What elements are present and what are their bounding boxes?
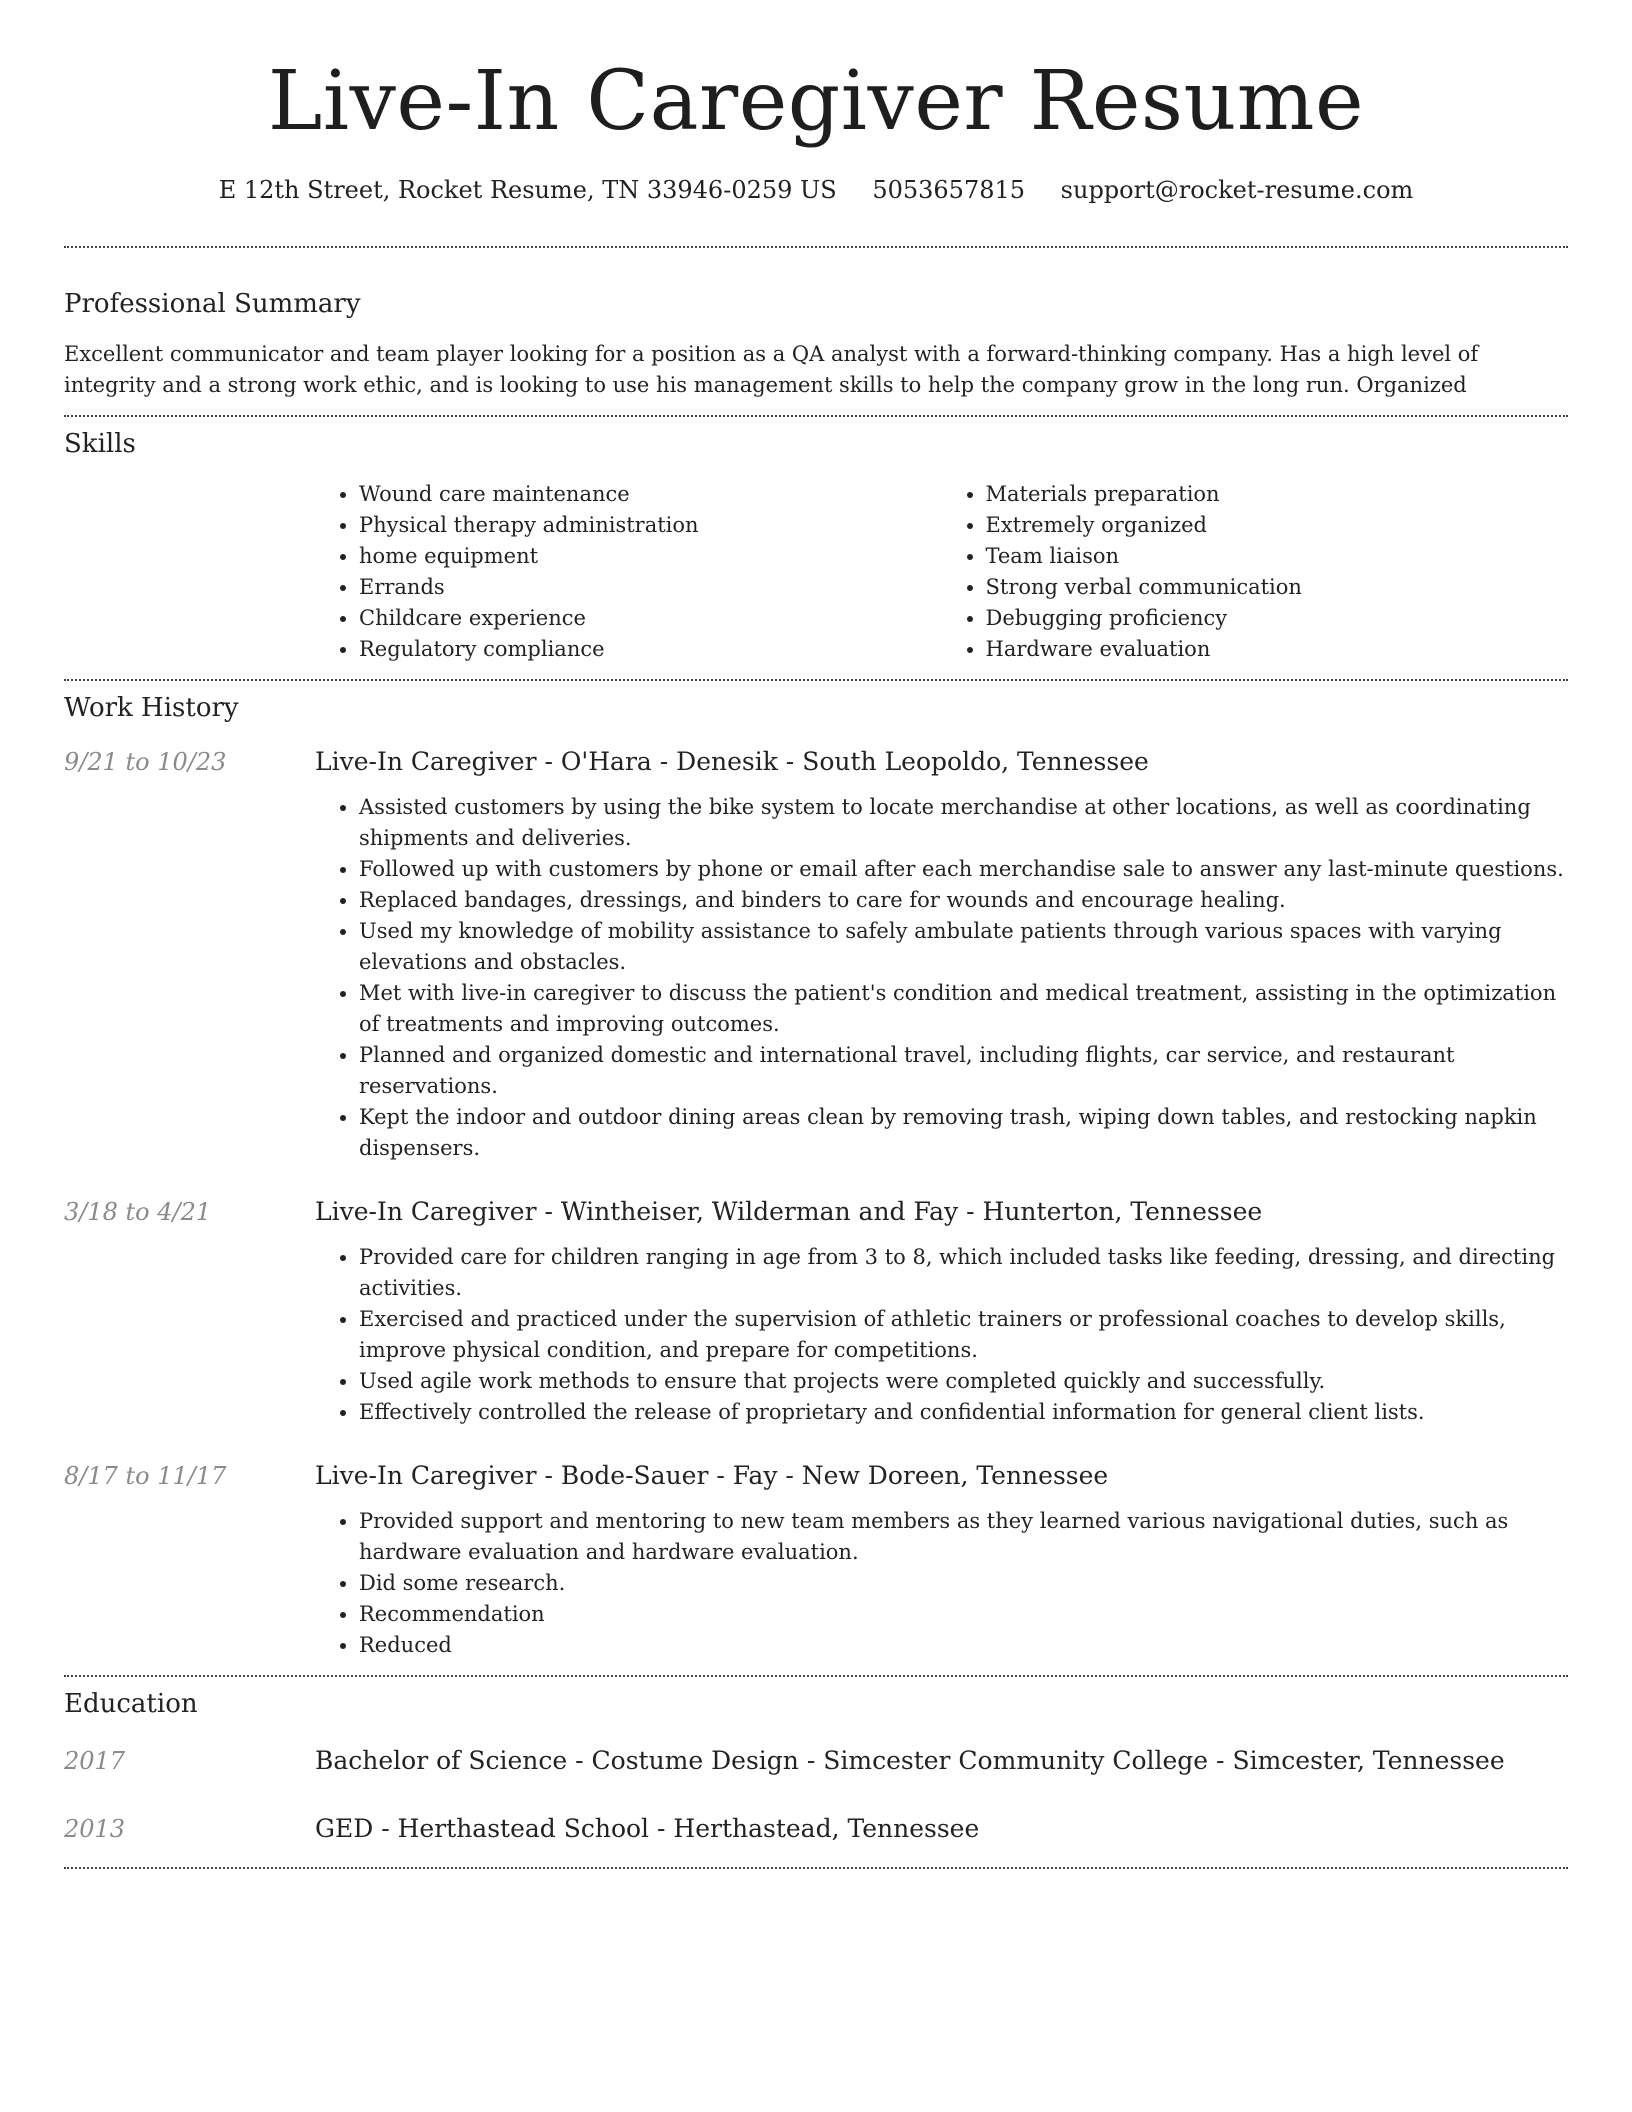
skill-item: • Extremely organized [986, 510, 1569, 541]
skills-list-left [315, 479, 942, 665]
skill-item: • Wound care maintenance [359, 479, 942, 510]
skill-item: • Materials preparation [986, 479, 1569, 510]
divider [64, 415, 1568, 417]
job-bullet: • Provided care for children ranging in age from 3 to 8, which included tasks like feeding, dressing, and directing activities. [359, 1242, 1568, 1304]
job-title: Live-In Caregiver - O'Hara - Denesik - South Leopoldo, Tennessee [315, 747, 1149, 776]
education-title: GED - Herthastead School - Herthastead, Tennessee [315, 1814, 980, 1843]
job-body [315, 744, 1568, 1164]
job-entry [64, 1194, 1568, 1428]
summary-section [64, 287, 1568, 401]
summary-text: Excellent communicator and team player looking for a position as a QA analyst with a forward-thinking company. Has a high level of integrity and a strong work ethic, and is looking to use his management skills to help the company grow in the long run. Organized [64, 342, 1479, 397]
job-bullet: • Exercised and practiced under the supervision of athletic trainers or professional coaches to develop skills, improve physical condition, and prepare for competitions. [359, 1304, 1568, 1366]
skill-item: • Physical therapy administration [359, 510, 942, 541]
education-section [64, 1687, 1568, 1847]
skills-heading: Skills [64, 429, 136, 459]
job-entry [64, 744, 1568, 1164]
contact-line [0, 172, 1632, 208]
job-bullet: • Used my knowledge of mobility assistance to safely ambulate patients through various spaces with varying elevations and obstacles. [359, 916, 1568, 978]
resume-title: Live-In Caregiver Resume [267, 54, 1365, 149]
education-title: Bachelor of Science - Costume Design - Simcester Community College - Simcester, Tennessee [315, 1746, 1505, 1775]
job-bullet: • Provided support and mentoring to new team members as they learned various navigational duties, such as hardware evaluation and hardware evaluation. [359, 1506, 1568, 1568]
job-bullet: • Met with live-in caregiver to discuss the patient's condition and medical treatment, assisting in the optimization of treatments and improving outcomes. [359, 978, 1568, 1040]
work-heading: Work History [64, 693, 239, 723]
education-entry [64, 1743, 1568, 1779]
job-bullet: • Kept the indoor and outdoor dining areas clean by removing trash, wiping down tables, and restocking napkin dispensers. [359, 1102, 1568, 1164]
job-date: 8/17 to 11/17 [64, 1462, 227, 1490]
job-bullets [315, 1506, 1568, 1661]
divider [64, 1867, 1568, 1869]
job-body [315, 1194, 1568, 1428]
job-bullet: • Reduced [359, 1630, 1568, 1661]
skill-item: • Hardware evaluation [986, 634, 1569, 665]
contact-email: support@rocket-resume.com [1060, 176, 1414, 204]
education-date: 2017 [64, 1747, 126, 1775]
education-entry [64, 1811, 1568, 1847]
job-bullet: • Did some research. [359, 1568, 1568, 1599]
skill-item: • home equipment [359, 541, 942, 572]
skill-item: • Regulatory compliance [359, 634, 942, 665]
divider [64, 679, 1568, 681]
job-entry [64, 1458, 1568, 1661]
education-date: 2013 [64, 1815, 126, 1843]
skill-item: • Team liaison [986, 541, 1569, 572]
job-bullet: • Effectively controlled the release of proprietary and confidential information for general client lists. [359, 1397, 1568, 1428]
job-title: Live-In Caregiver - Bode-Sauer - Fay - New Doreen, Tennessee [315, 1461, 1109, 1490]
education-heading: Education [64, 1689, 198, 1719]
summary-heading: Professional Summary [64, 289, 361, 319]
skill-item: • Strong verbal communication [986, 572, 1569, 603]
job-bullet: • Used agile work methods to ensure that projects were completed quickly and successfully. [359, 1366, 1568, 1397]
job-date: 9/21 to 10/23 [64, 748, 227, 776]
skills-columns [315, 479, 1568, 665]
job-bullet: • Replaced bandages, dressings, and binders to care for wounds and encourage healing. [359, 885, 1568, 916]
contact-phone: 5053657815 [872, 176, 1026, 204]
work-section [64, 691, 1568, 1661]
skills-list-right [942, 479, 1569, 665]
skills-section [64, 427, 1568, 665]
divider [64, 246, 1568, 248]
job-title: Live-In Caregiver - Wintheiser, Wilderman and Fay - Hunterton, Tennessee [315, 1197, 1263, 1226]
job-body [315, 1458, 1568, 1661]
job-bullet: • Planned and organized domestic and international travel, including flights, car service, and restaurant reservations. [359, 1040, 1568, 1102]
divider [64, 1675, 1568, 1677]
skill-item: • Errands [359, 572, 942, 603]
skill-item: • Debugging proficiency [986, 603, 1569, 634]
job-bullets [315, 792, 1568, 1164]
resume-header [0, 0, 1632, 208]
job-bullet: • Assisted customers by using the bike system to locate merchandise at other locations, as well as coordinating shipments and deliveries. [359, 792, 1568, 854]
job-bullet: • Recommendation [359, 1599, 1568, 1630]
job-bullet: • Followed up with customers by phone or email after each merchandise sale to answer any last-minute questions. [359, 854, 1568, 885]
skill-item: • Childcare experience [359, 603, 942, 634]
job-bullets [315, 1242, 1568, 1428]
job-date: 3/18 to 4/21 [64, 1198, 212, 1226]
contact-address: E 12th Street, Rocket Resume, TN 33946-0259 US [218, 176, 837, 204]
